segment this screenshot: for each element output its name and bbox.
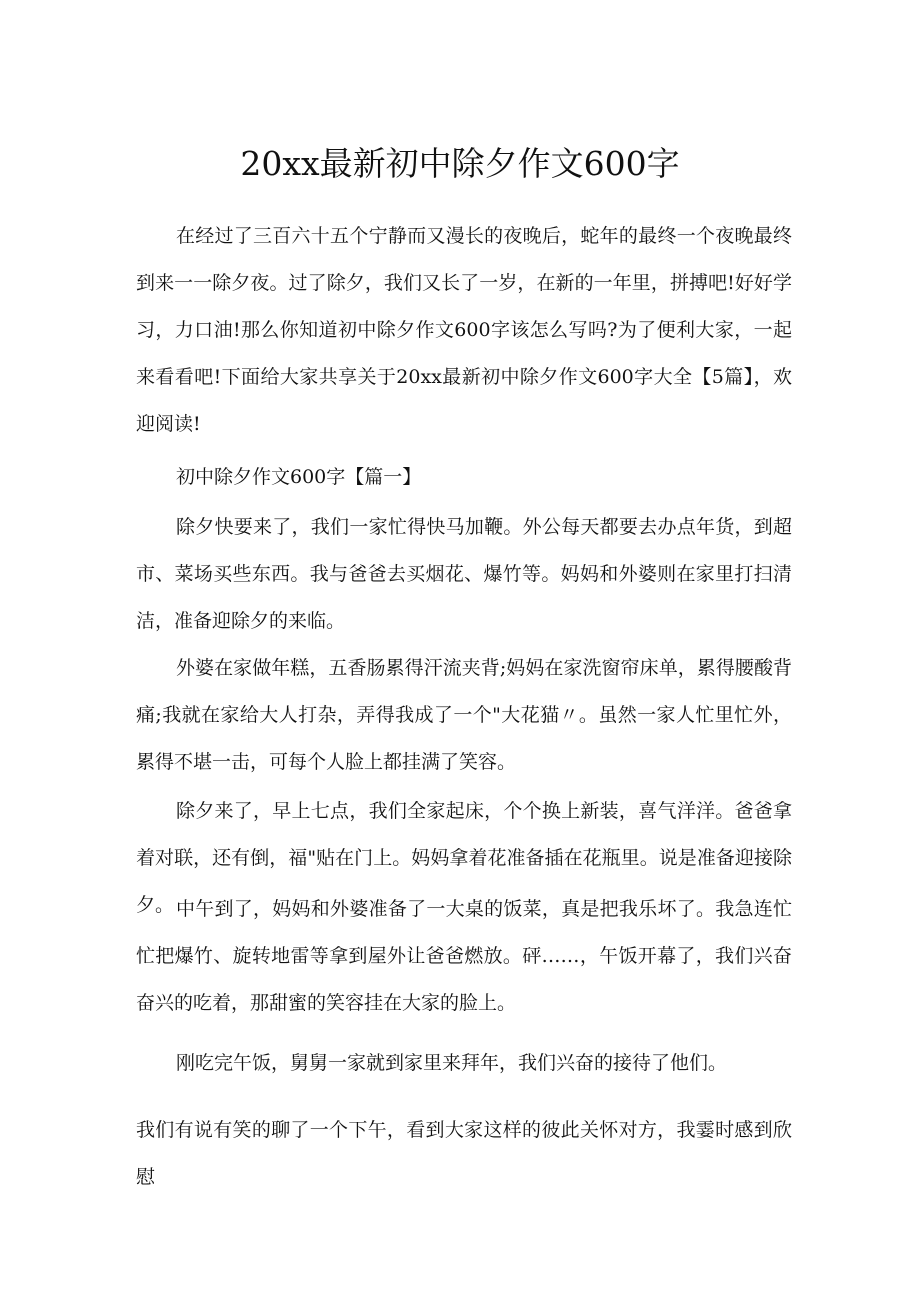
body-paragraph-4: 中午到了，妈妈和外婆准备了一大桌的饭菜，真是把我乐坏了。我急连忙忙把爆竹、旋转地雷等拿到屋外让爸爸燃放。砰……，午饭开幕了，我们兴奋奋兴的吃着，那甜蜜的笑容挂在大家的脸上。 (136, 898, 792, 1014)
body-paragraph-3: 除夕来了，早上七点，我们全家起床，个个换上新装，喜气洋洋。爸爸拿着对联，还有倒，福"贴在门上。妈妈拿着花准备插在花瓶里。说是准备迎接除夕。 (136, 800, 792, 916)
body-paragraph-1: 除夕快要来了，我们一家忙得快马加鞭。外公每天都要去办点年货，到超市、菜场买些东西。我与爸爸去买烟花、爆竹等。妈妈和外婆则在家里打扫清洁，准备迎除夕的来临。 (136, 516, 792, 632)
intro-paragraph: 在经过了三百六十五个宁静而又漫长的夜晚后，蛇年的最终一个夜晚最终到来一一除夕夜。过了除夕，我们又长了一岁，在新的一年里，拼搏吧!好好学习，力口油!那么你知道初中除夕作文600字该怎么写吗?为了便利大家，一起来看看吧!下面给大家共享关于20xx最新初中除夕作文600字大全【5篇】，欢迎阅读! (136, 225, 792, 435)
section-heading: 初中除夕作文600字【篇一】 (176, 466, 422, 488)
body-paragraph-6: 我们有说有笑的聊了一个下午，看到大家这样的彼此关怀对方，我霎时感到欣慰 (136, 1119, 792, 1188)
body-paragraph-2: 外婆在家做年糕，五香肠累得汗流夹背;妈妈在家洗窗帘床单，累得腰酸背痛;我就在家给大人打杂，弄得我成了一个"大花猫〃。虽然一家人忙里忙外，累得不堪一击，可每个人脸上都挂满了笑容。 (136, 657, 792, 773)
document-title: 20xx最新初中除夕作文600字 (240, 144, 680, 183)
body-paragraph-5: 刚吃完午饭，舅舅一家就到家里来拜年，我们兴奋的接待了他们。 (176, 1052, 728, 1074)
